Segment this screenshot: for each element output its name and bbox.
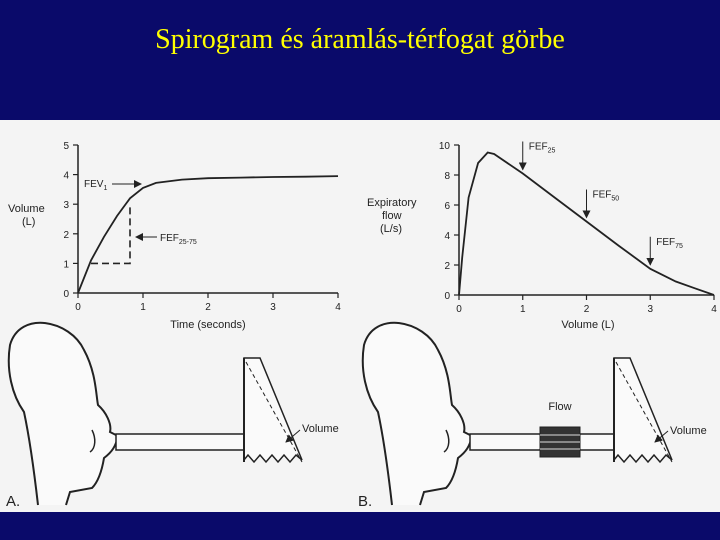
flow-y-tick-label: 4 (444, 231, 450, 242)
spirogram-x-tick-label: 3 (270, 302, 276, 313)
flow-xlabel: Volume (L) (561, 319, 615, 331)
spirogram-y-tick-label: 3 (63, 200, 69, 212)
flow-x-tick-label: 4 (711, 304, 717, 315)
fef-annotation-label: $FEF_{25}$ (528, 141, 556, 155)
panel-label-b: B. (358, 493, 373, 510)
spirogram-y-tick-label: 5 (63, 141, 69, 152)
spirogram-y-tick-label: 4 (63, 170, 69, 182)
tube-a (116, 434, 246, 450)
flow-ylabel-line3: (L/s) (380, 223, 402, 235)
spirogram-ylabel-line1: Volume (8, 203, 45, 215)
flow-volume-chart (367, 141, 717, 331)
fef2575-label: $FEF_{25-75}$ (160, 233, 197, 246)
flow-y-tick-label: 8 (444, 171, 450, 182)
spirogram-x-tick-label: 1 (140, 302, 146, 313)
fef-annotation-label: $FEF_{75}$ (656, 236, 683, 250)
spirometer-a (244, 358, 302, 462)
volume-label-a: Volume (302, 423, 339, 435)
spirogram-ylabel-line2: (L) (22, 216, 36, 228)
fev1-label: $FEV_1$ (84, 179, 108, 192)
spirogram-x-tick-label: 4 (335, 302, 341, 313)
flow-x-tick-label: 3 (647, 304, 654, 315)
flow-x-tick-label: 2 (583, 304, 590, 315)
spirogram-y-tick-label: 2 (63, 229, 69, 241)
flow-y-tick-label: 2 (444, 261, 450, 272)
spirogram-y-tick-label: 0 (63, 289, 69, 300)
slide-title: Spirogram és áramlás-térfogat görbe (155, 24, 565, 55)
spirogram-curve (78, 176, 338, 293)
head-a (9, 323, 118, 505)
head-b (363, 323, 472, 505)
spirogram-chart (8, 141, 341, 331)
spirogram-xlabel: Time (seconds) (170, 319, 246, 331)
flow-volume-curve (459, 153, 714, 296)
fef-dashed-segment (91, 204, 130, 263)
spirometer-b (614, 358, 672, 462)
spirogram-x-tick-label: 0 (75, 302, 81, 313)
flow-y-tick-label: 0 (444, 291, 450, 302)
flow-ylabel-line1: Expiratory (367, 197, 417, 209)
flow-ylabel-line2: flow (382, 210, 402, 222)
panel-label-a: A. (6, 493, 21, 510)
illustration-a (6, 323, 339, 510)
spirogram-y-tick-label: 1 (63, 259, 69, 271)
volume-label-b: Volume (670, 425, 707, 437)
illustration-b (358, 323, 707, 510)
spirogram-x-tick-label: 2 (205, 302, 211, 313)
flow-x-tick-label: 1 (519, 304, 526, 315)
fef-annotation-label: $FEF_{50}$ (592, 189, 620, 203)
flow-y-tick-label: 10 (438, 141, 450, 152)
flow-label: Flow (548, 401, 572, 413)
flow-x-tick-label: 0 (456, 304, 462, 315)
flow-y-tick-label: 6 (444, 201, 450, 212)
